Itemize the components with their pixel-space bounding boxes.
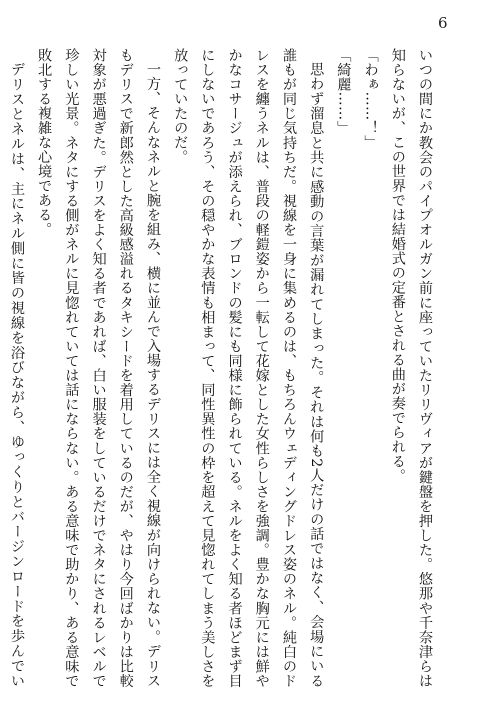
dialogue-kirei: 「綺麗……」: [335, 48, 352, 135]
paragraph-nel-dress: 思わず溜息と共に感動の言葉が漏れてしまった。それは何も2人だけの話ではなく、会場にいる誰もが同じ気持ちだ。視線を一身に集めるのは、もちろんウェディングドレス姿のネル。純白のドレスを纏うネルは、普段の軽鎧姿から一転して花嫁とした女性らしさを強調。豊かな胸元には鮮やかなコサージュが添えられ、ブロンドの髪にも同様に飾られている。ネルをよく知る者ほどまず目にしないであろう、その穏やかな表情も相まって、同性異性の枠を超えて見惚れてしまう美しさを放っていたのだ。: [172, 48, 325, 688]
body-text: [8, 48, 438, 688]
paragraph-deris: 一方、そんなネルと腕を組み、横に並んで入場するデリスには全く視線が向けられない。デリスもデリスで新郎然とした高級感溢れるタキシードを着用しているのだが、やはり今回ばかりは比較対象が悪過ぎた。デリスをよく知る者であれば、白い服装をしているだけでネタにされるレベルで珍しい光景。ネタにする側がネルに見惚れていては話にならない。ある意味で助かり、ある意味で敗北する複雑な心境である。: [36, 48, 161, 688]
page-number: 6: [438, 14, 448, 32]
paragraph-virgin-road: デリスとネルは、主にネル側に皆の視線を浴びながら、ゆっくりとバージンロードを歩んでい: [8, 62, 25, 688]
paragraph-organ: いつの間にか教会のパイプオルガン前に座っていたリリヴィアが鍵盤を押した。悠那や千奈津らは知らないが、この世界では結婚式の定番とされる曲が奏でられる。: [389, 48, 433, 688]
dialogue-waa: 「わぁ……！」: [362, 48, 379, 150]
